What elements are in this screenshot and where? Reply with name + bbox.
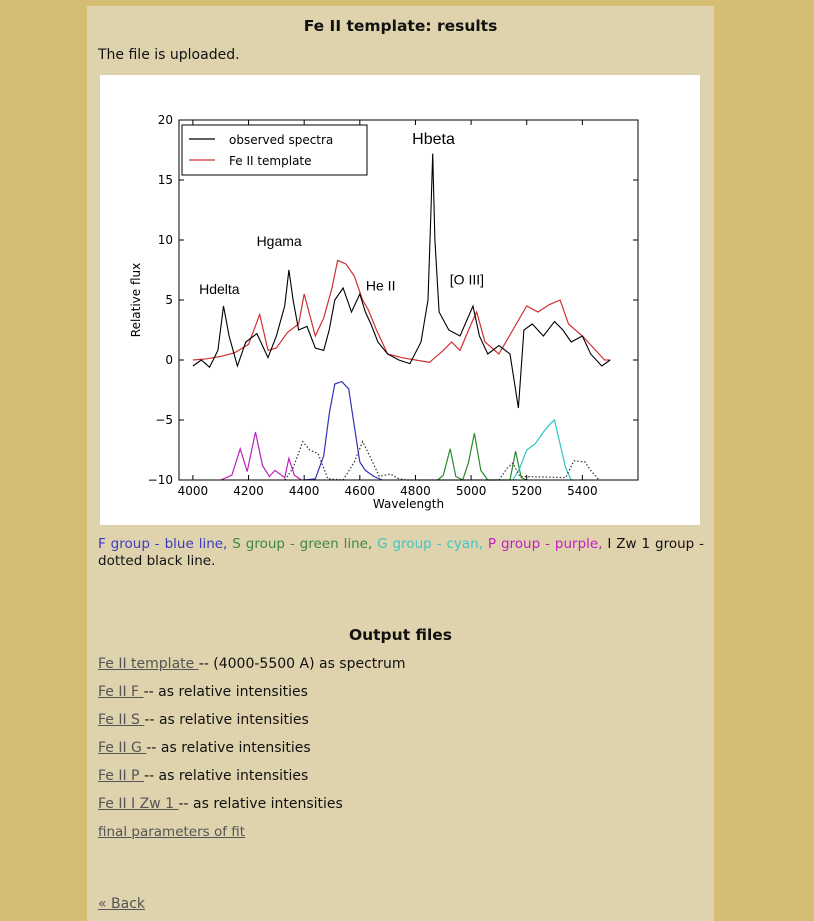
- spectrum-plot: [100, 75, 700, 525]
- back-link[interactable]: « Back: [98, 896, 146, 912]
- upload-status: The file is uploaded.: [98, 47, 240, 63]
- final-parameters-link[interactable]: final parameters of fit: [98, 824, 246, 840]
- series-line-s-group: [438, 433, 527, 480]
- legend-g-line: cyan,: [446, 536, 483, 552]
- legend-s-line: green line,: [299, 536, 373, 552]
- legend-izw1: I Zw 1 group - dotted black line.: [98, 536, 704, 569]
- line-annotation: [O III]: [449, 271, 485, 288]
- content-panel: [87, 6, 714, 921]
- fe-ii-s-link[interactable]: Fe II S: [98, 712, 145, 728]
- x-tick-label: 5200: [511, 484, 543, 498]
- line-annotation: Hgama: [256, 233, 302, 249]
- legend-p-sep: -: [540, 536, 555, 552]
- fe-ii-template-link[interactable]: Fe II template: [98, 656, 199, 672]
- series-line-p-group: [221, 432, 302, 480]
- legend-p-line: purple,: [554, 536, 603, 552]
- file-row-template: [98, 656, 406, 672]
- line-annotation: Hbeta: [412, 131, 455, 148]
- y-tick-label: 0: [165, 353, 173, 367]
- y-tick-label: 10: [157, 233, 173, 247]
- y-tick-label: −10: [147, 473, 173, 487]
- group-color-legend: [98, 536, 704, 570]
- spectrum-chart: [100, 75, 700, 525]
- series-line-i-zw-1-group: [285, 442, 599, 480]
- line-annotation: He II: [365, 277, 396, 294]
- legend-f-line: blue line,: [164, 536, 228, 552]
- x-tick-label: 5000: [455, 484, 487, 498]
- legend-g-sep: -: [431, 536, 447, 552]
- back-link-wrap: [98, 896, 145, 912]
- series-line-fe-ii-template: [193, 260, 610, 362]
- x-axis-label: Wavelength: [372, 497, 445, 511]
- x-tick-label: 4800: [400, 484, 431, 498]
- legend-p-group: P group: [487, 536, 541, 552]
- file-desc: -- as relative intensities: [143, 684, 308, 700]
- file-row-s: [98, 712, 309, 728]
- file-desc: -- as relative intensities: [146, 740, 311, 756]
- legend-entry: Fe II template: [229, 154, 312, 168]
- y-tick-label: 5: [165, 293, 173, 307]
- file-row-izw1: [98, 796, 343, 812]
- legend-s-group: S group: [232, 536, 285, 552]
- x-tick-label: 4600: [344, 484, 376, 498]
- file-row-p: [98, 768, 308, 784]
- x-tick-label: 5400: [567, 484, 598, 498]
- line-annotation: Hdelta: [199, 281, 240, 297]
- file-row-f: [98, 684, 308, 700]
- series-line-f-group: [304, 382, 382, 480]
- x-tick-label: 4400: [288, 484, 320, 498]
- file-desc: -- as relative intensities: [178, 796, 343, 812]
- series-line-observed-spectra: [193, 154, 610, 408]
- file-desc: -- (4000-5500 A) as spectrum: [198, 656, 406, 672]
- file-row-g: [98, 740, 311, 756]
- fe-ii-p-link[interactable]: Fe II P: [98, 768, 144, 784]
- fe-ii-f-link[interactable]: Fe II F: [98, 684, 144, 700]
- file-row-params: [98, 824, 245, 840]
- page-title: Fe II template: results: [303, 17, 498, 35]
- y-tick-label: 15: [157, 173, 173, 187]
- series-line-g-group: [513, 420, 571, 480]
- file-desc: -- as relative intensities: [143, 768, 309, 784]
- fe-ii-izw1-link[interactable]: Fe II I Zw 1: [98, 796, 179, 812]
- output-files-title: Output files: [348, 626, 453, 644]
- legend-f-group: F group: [98, 536, 150, 552]
- y-axis-label: Relative flux: [129, 262, 143, 338]
- file-desc: -- as relative intensities: [144, 712, 309, 728]
- x-tick-label: 4200: [233, 484, 264, 498]
- legend-f-sep: -: [149, 536, 165, 552]
- y-tick-label: −5: [155, 413, 173, 427]
- legend-s-sep: -: [284, 536, 300, 552]
- legend-g-group: G group: [377, 536, 432, 552]
- legend-entry: observed spectra: [229, 133, 334, 147]
- x-tick-label: 4000: [177, 484, 209, 498]
- y-tick-label: 20: [157, 113, 173, 127]
- fe-ii-g-link[interactable]: Fe II G: [98, 740, 147, 756]
